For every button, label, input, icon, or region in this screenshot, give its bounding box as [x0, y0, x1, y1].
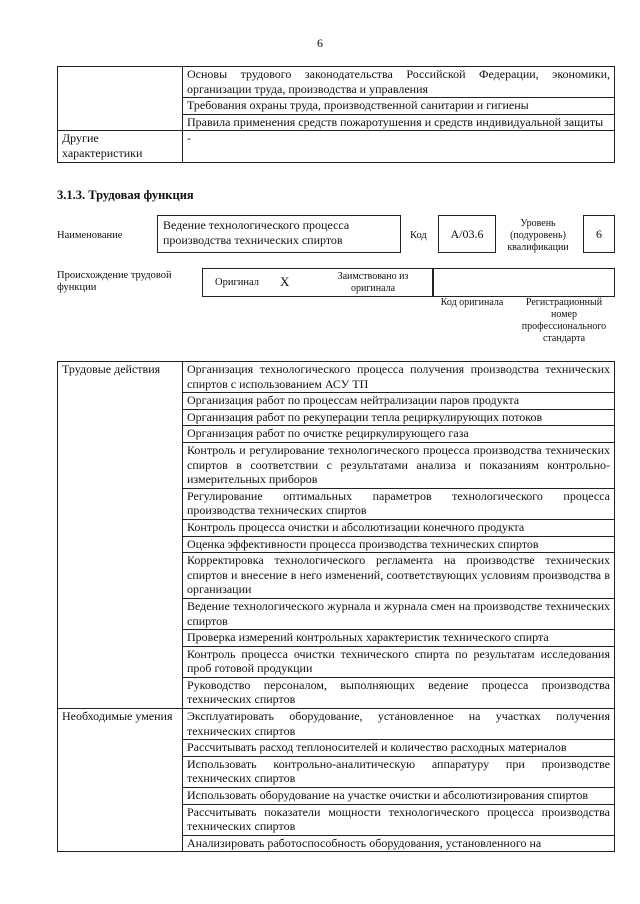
labor-action-item: Руководство персоналом, выполняющих ведение процесса производства технических спиртов — [183, 677, 615, 708]
level-label: Уровень (подуровень) квалификации — [507, 218, 569, 253]
required-skill-item: Анализировать работоспособность оборудования, установленного на — [183, 835, 615, 852]
section-title: 3.1.3. Трудовая функция — [57, 188, 194, 202]
top-table-row: Правила применения средств пожаротушения и средств индивидуальной защиты — [183, 114, 615, 131]
required-skill-label: Необходимые умения — [58, 709, 183, 852]
labor-action-item: Регулирование оптимальных параметров технологического процесса производства технических спиртов — [183, 488, 615, 519]
required-skill-item: Рассчитывать показатели мощности технологического процесса производства технических спиртов — [183, 804, 615, 835]
labor-action-item: Оценка эффективности процесса производства технических спиртов — [183, 536, 615, 553]
reg-number-label: Регистрационный номер профессионального стандарта — [521, 297, 607, 344]
code-box: А/03.6 — [438, 215, 496, 253]
required-skill-item: Рассчитывать расход теплоносителей и количество расходных материалов — [183, 740, 615, 757]
origin-code-box — [433, 268, 615, 297]
original-mark: X — [280, 274, 290, 289]
labor-action-label: Трудовые действия — [58, 362, 183, 709]
labor-action-item: Контроль процесса очистки и абсолютизации конечного продукта — [183, 519, 615, 536]
labor-action-item: Организация работ по процессам нейтрализации паров продукта — [183, 393, 615, 410]
other-characteristics-label: Другие характеристики — [58, 131, 183, 162]
required-skill-item: Эксплуатировать оборудование, установленное на участках получения технических спиртов — [183, 709, 615, 740]
level-box: 6 — [583, 215, 615, 253]
labor-action-item: Проверка измерений контрольных характеристик технического спирта — [183, 630, 615, 647]
origin-label: Происхождение трудовой функции — [57, 270, 172, 293]
original-label: Оригинал — [215, 277, 259, 288]
function-name-box: Ведение технологического процесса производства технических спиртов — [157, 215, 401, 253]
borrowed-label: Заимствовано из оригинала — [337, 271, 409, 294]
page-number: 6 — [317, 36, 323, 50]
other-characteristics-value: - — [183, 131, 615, 162]
top-table — [57, 66, 615, 163]
main-table — [57, 361, 615, 852]
labor-action-item: Корректировка технологического регламента на производстве технических спиртов и внесение в него изменений, соответствующих условиям производства в организации — [183, 553, 615, 599]
labor-action-item: Контроль и регулирование технологического процесса производства технических спиртов в соответствии с результатами анализа и показаниям контрольно-измерительных приборов — [183, 442, 615, 488]
labor-action-item: Организация работ по рекуперации тепла рециркулирующих потоков — [183, 409, 615, 426]
top-table-row: Требования охраны труда, производственной санитарии и гигиены — [183, 98, 615, 115]
code-label: Код — [410, 230, 427, 241]
top-table-row: Основы трудового законодательства Российской Федерации, экономики, организации труда, производства и управления — [183, 67, 615, 98]
origin-code-label: Код оригинала — [440, 297, 504, 308]
labor-action-item: Организация работ по очистке рециркулирующего газа — [183, 426, 615, 443]
required-skill-item: Использовать оборудование на участке очистки и абсолютизирования спиртов — [183, 788, 615, 805]
name-label: Наименование — [57, 230, 123, 241]
labor-action-item: Контроль процесса очистки технического спирта по результатам исследования проб готовой продукции — [183, 646, 615, 677]
top-table-label-cell — [58, 67, 183, 131]
required-skill-item: Использовать контрольно-аналитическую аппаратуру при производстве технических спиртов — [183, 756, 615, 787]
labor-action-item: Организация технологического процесса получения производства технических спиртов с использованием АСУ ТП — [183, 362, 615, 393]
labor-action-item: Ведение технологического журнала и журнала смен на производстве технических спиртов — [183, 598, 615, 629]
